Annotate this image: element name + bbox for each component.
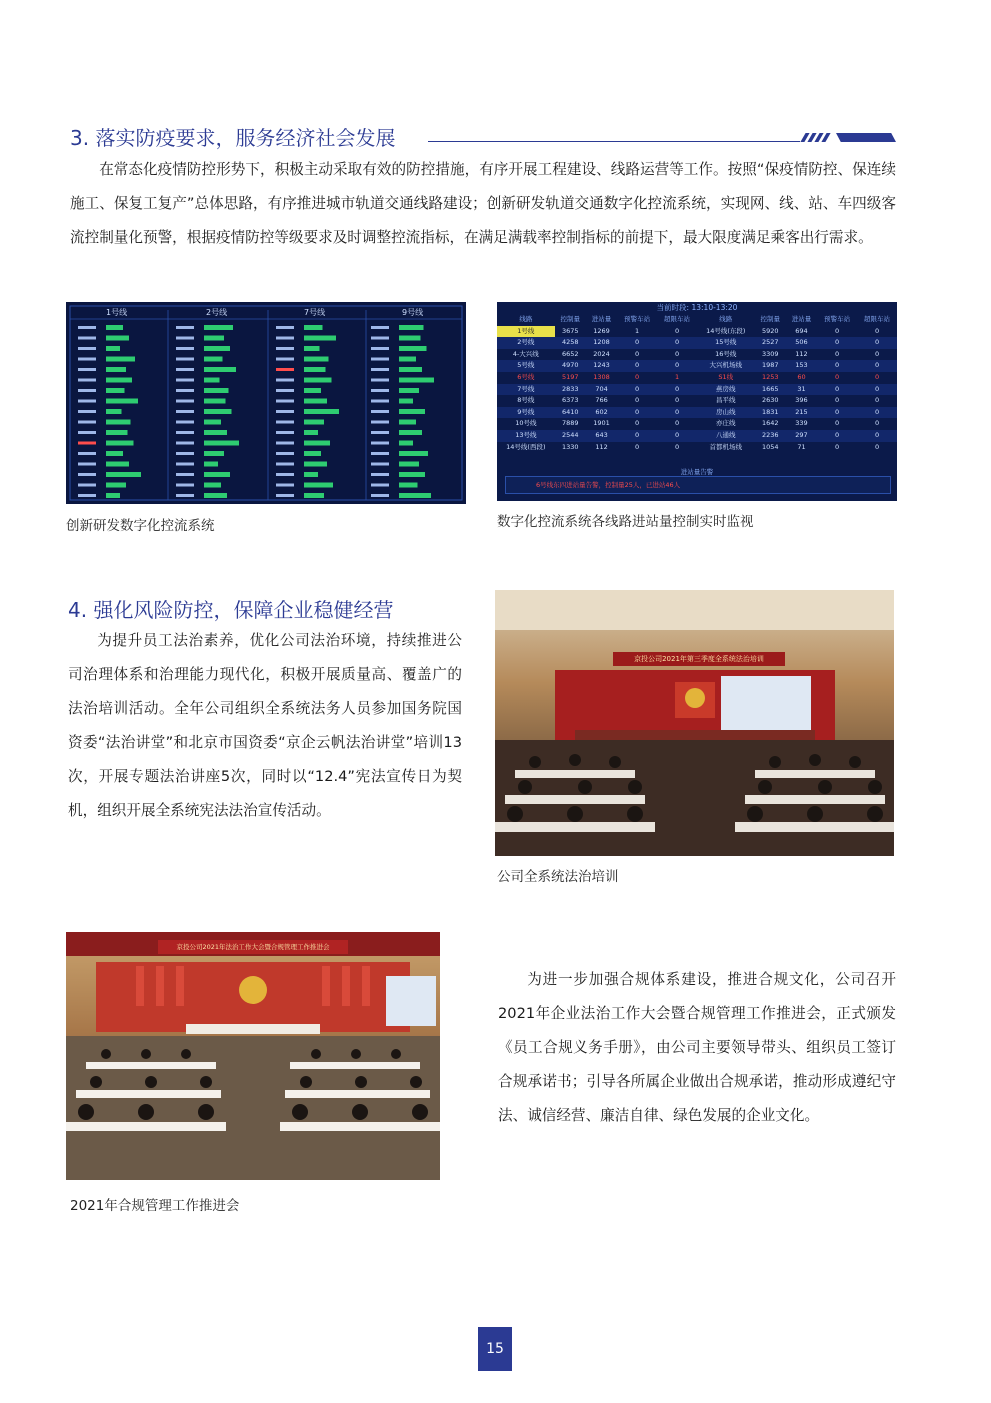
training-photo (495, 590, 894, 856)
station-label-mark (371, 431, 389, 434)
station-label-mark (78, 389, 96, 392)
table-cell: 4970 (555, 360, 586, 372)
table-row (497, 442, 897, 454)
station-flow-bar (204, 451, 224, 456)
station-flow-bar (204, 472, 230, 477)
table-cell: 3675 (562, 326, 579, 335)
compliance-photo-graphic (66, 932, 440, 1180)
table-cell: 766 (595, 396, 608, 405)
station-flow-bar (399, 378, 434, 383)
station-flow-bar (304, 367, 326, 372)
station-label-mark (176, 400, 194, 403)
station-label-mark (78, 368, 96, 371)
table-cell: 0 (617, 337, 657, 349)
station-label-mark (176, 326, 194, 329)
station-flow-bar (106, 367, 126, 372)
station-label-mark (78, 463, 96, 466)
station-flow-bar (204, 462, 218, 467)
table-cell: 0 (874, 419, 880, 428)
station-label-mark (276, 358, 294, 361)
table-row (497, 384, 897, 396)
table-header-cell: 预警车站 (624, 315, 651, 323)
station-label-mark (371, 410, 389, 413)
station-label-mark (276, 337, 294, 340)
station-flow-bar (399, 430, 422, 435)
station-label-mark (78, 431, 96, 434)
table-cell: 112 (595, 442, 608, 451)
table-cell: 1 (635, 326, 640, 335)
station-flow-bar (399, 399, 413, 404)
station-flow-bar (399, 472, 425, 477)
station-flow-bar (399, 451, 428, 456)
station-label-mark (371, 389, 389, 392)
station-label-mark (176, 337, 194, 340)
station-flow-bar (106, 336, 129, 341)
table-cell: 2630 (761, 396, 779, 405)
table-cell: 339 (795, 419, 808, 428)
alert-title: 进站量告警 (680, 468, 714, 476)
dashboard-left-caption: 创新研发数字化控流系统 (66, 518, 215, 534)
table-cell: 0 (874, 349, 880, 358)
table-cell: 房山线 (697, 407, 755, 419)
table-cell: 1243 (586, 360, 617, 372)
station-flow-bar (304, 462, 327, 467)
alert-text: 6号线东四进站量告警，控制量25人，已进站46人 (536, 481, 681, 489)
table-cell: 6652 (562, 349, 579, 358)
table-cell: 297 (786, 430, 817, 442)
table-cell: 首都机场线 (709, 442, 743, 451)
station-label-mark (276, 442, 294, 445)
table-row (497, 372, 897, 384)
table-row (497, 337, 897, 349)
table-cell: 2833 (555, 384, 586, 396)
station-flow-bar (399, 388, 419, 393)
table-header-cell: 控制量 (760, 315, 780, 323)
table-cell: 1831 (755, 407, 786, 419)
dashboard-right-image (497, 302, 897, 501)
station-label-mark (176, 389, 194, 392)
table-cell: 14号线(东段) (706, 326, 746, 335)
table-cell: 1号线 (497, 326, 555, 338)
table-cell: 15号线 (697, 337, 755, 349)
station-flow-bar (304, 430, 318, 435)
table-cell: 0 (835, 396, 840, 405)
station-label-mark (176, 368, 194, 371)
station-flow-bar (106, 472, 141, 477)
table-cell: 602 (586, 407, 617, 419)
table-cell: 0 (874, 372, 880, 381)
station-flow-bar (304, 420, 324, 425)
table-cell: 396 (795, 396, 808, 405)
station-label-mark (371, 368, 389, 371)
station-flow-bar (106, 378, 132, 383)
station-label-mark (276, 379, 294, 382)
station-flow-bar (399, 493, 431, 498)
table-cell: 506 (786, 337, 817, 349)
station-label-mark (276, 431, 294, 434)
station-flow-bar (304, 346, 320, 351)
table-cell: 0 (657, 384, 697, 396)
table-cell: 1253 (761, 372, 779, 381)
table-cell: 0 (674, 396, 680, 405)
line-title-2: 2号线 (206, 308, 228, 317)
station-label-mark (371, 442, 389, 445)
table-cell: 5号线 (497, 360, 555, 372)
dashboard-left-image (66, 302, 466, 504)
station-flow-bar (106, 325, 123, 330)
station-flow-bar (204, 409, 232, 414)
page-number: 15 (478, 1327, 512, 1371)
table-cell: 1054 (761, 442, 779, 451)
section4-paragraph2: 为进一步加强合规体系建设，推进合规文化，公司召开2021年企业法治工作大会暨合规管理工作推进会，正式颁发《员工合规义务手册》，由公司主要领导带头、组织员工签订合规承诺书；引导各所属企业做出合规承诺，推动形成遵纪守法、诚信经营、廉洁自律、绿色发展的企业文化。 (498, 971, 896, 1124)
station-label-mark (78, 421, 96, 424)
station-flow-bar (304, 388, 321, 393)
table-cell: 3309 (761, 349, 779, 358)
station-label-mark (176, 463, 194, 466)
station-label-mark (371, 358, 389, 361)
table-header-cell: 进站量 (791, 315, 812, 323)
table-cell: 燕房线 (697, 384, 755, 396)
table-cell: 9号线 (497, 407, 555, 419)
table-cell: 0 (617, 360, 657, 372)
table-header-cell: 控制量 (560, 315, 581, 323)
station-flow-bar (106, 451, 123, 456)
station-flow-bar (204, 357, 223, 362)
station-flow-bar (399, 336, 421, 341)
station-flow-bar (204, 430, 227, 435)
station-label-mark (276, 368, 294, 371)
station-label-mark (78, 494, 96, 497)
compliance-meeting-photo (66, 932, 440, 1180)
station-label-mark (371, 379, 389, 382)
station-label-mark (176, 358, 194, 361)
station-flow-bar (304, 441, 330, 446)
station-flow-bar (304, 493, 324, 498)
station-label-mark (276, 452, 294, 455)
station-flow-bar (106, 430, 128, 435)
section4-heading: 4. 强化风险防控，保障企业稳健经营 (68, 598, 394, 622)
table-cell: 大兴机场线 (697, 360, 755, 372)
table-header-cell: 超限车站 (664, 315, 691, 323)
table-cell: 0 (674, 349, 680, 358)
station-label-mark (276, 347, 294, 350)
table-cell: 31 (786, 384, 817, 396)
station-label-mark (371, 421, 389, 424)
station-flow-bar (204, 336, 224, 341)
station-label-mark (371, 400, 389, 403)
station-flow-bar (399, 357, 416, 362)
dashboard-time-label: 当前时段: 13:10-13:20 (656, 303, 738, 312)
table-cell: 16号线 (715, 349, 737, 358)
line-title-9: 9号线 (402, 308, 424, 317)
table-row (497, 418, 897, 430)
table-row (497, 360, 897, 372)
station-flow-bar (304, 325, 323, 330)
station-flow-bar (304, 399, 327, 404)
table-cell: 7号线 (497, 384, 555, 396)
station-flow-bar (106, 420, 131, 425)
table-cell: 1987 (755, 360, 786, 372)
station-flow-bar (304, 409, 339, 414)
table-cell: 1 (674, 372, 680, 381)
station-flow-bar (204, 388, 229, 393)
dashboard-right-caption: 数字化控流系统各线路进站量控制实时监视 (497, 514, 754, 530)
table-cell: 153 (786, 360, 817, 372)
table-cell: 0 (617, 430, 657, 442)
table-cell: 5920 (761, 326, 779, 335)
station-flow-bar (304, 378, 332, 383)
table-cell: 0 (635, 442, 640, 451)
station-flow-bar (399, 367, 422, 372)
station-label-mark (78, 379, 96, 382)
table-cell: 0 (835, 442, 840, 451)
station-label-mark (78, 326, 96, 329)
table-cell: 0 (674, 419, 680, 428)
station-flow-bar (204, 399, 226, 404)
table-row (497, 430, 897, 442)
station-label-mark (78, 484, 96, 487)
table-row (497, 395, 897, 407)
station-flow-bar (399, 462, 419, 467)
station-label-mark (276, 389, 294, 392)
table-header-cell: 预警车站 (824, 315, 851, 323)
table-cell: 112 (795, 349, 808, 358)
table-cell: 0 (857, 384, 897, 396)
heading-wedge (836, 133, 896, 142)
station-label-mark (176, 452, 194, 455)
section3-paragraph: 在常态化疫情防控形势下，积极主动采取有效的防控措施，有序开展工程建设、线路运营等工作。按照“保疫情防控、保连续施工、保复工复产”总体思路，有序推进城市轨道交通线路建设；创新研发轨道交通数字化控流系统，实现网、线、站、车四级客流控制量化预警，根据疫情防控等级要求及时调整控流指标，在满足满载率控制指标的前提下，最大限度满足乘客出行需求。 (70, 161, 896, 246)
station-flow-bar (204, 367, 236, 372)
station-label-mark (276, 326, 294, 329)
table-cell: 2236 (755, 430, 786, 442)
station-label-mark (371, 473, 389, 476)
station-flow-bar (399, 483, 418, 488)
station-flow-bar (304, 336, 336, 341)
station-flow-bar (106, 357, 135, 362)
station-label-mark (276, 410, 294, 413)
table-cell: 0 (857, 430, 897, 442)
table-cell: 7889 (562, 419, 579, 428)
table-cell: 0 (635, 372, 640, 381)
table-cell: 亦庄线 (716, 419, 736, 428)
table-cell: 1308 (593, 372, 610, 381)
table-cell: 8号线 (517, 396, 535, 405)
table-cell: 2号线 (497, 337, 555, 349)
station-label-mark (276, 463, 294, 466)
line-title-1: 1号线 (106, 308, 128, 317)
station-label-mark (176, 379, 194, 382)
table-cell: 13号线 (497, 430, 555, 442)
station-label-mark (78, 358, 96, 361)
station-flow-bar (399, 325, 424, 330)
heading-stripes (803, 133, 828, 142)
station-label-mark (371, 484, 389, 487)
table-cell: 0 (817, 407, 857, 419)
training-photo-graphic (495, 590, 894, 856)
station-flow-bar (399, 409, 425, 414)
table-cell: 4-大兴线 (512, 349, 539, 358)
table-header-cell: 进站量 (591, 315, 612, 323)
training-photo-caption: 公司全系统法治培训 (497, 869, 619, 885)
table-cell: 2024 (593, 349, 610, 358)
station-flow-bar (106, 462, 129, 467)
table-cell: 0 (874, 442, 880, 451)
station-flow-bar (204, 420, 221, 425)
table-cell: 14号线(西段) (506, 442, 546, 451)
table-cell: 4258 (555, 337, 586, 349)
station-label-mark (78, 442, 96, 445)
table-header-cell: 线路 (519, 315, 533, 323)
table-cell: 0 (674, 442, 680, 451)
station-flow-bar (204, 325, 233, 330)
table-cell: 0 (657, 360, 697, 372)
station-flow-bar (399, 420, 416, 425)
table-header-row (497, 314, 897, 326)
station-flow-bar (106, 493, 120, 498)
station-label-mark (78, 347, 96, 350)
table-cell: 0 (835, 372, 840, 381)
heading-rule (428, 141, 800, 142)
table-cell: 0 (674, 326, 680, 335)
table-cell: 6373 (562, 396, 579, 405)
station-flow-bar (399, 441, 413, 446)
table-cell: 0 (617, 407, 657, 419)
table-row (497, 407, 897, 419)
table-cell: 5197 (562, 372, 579, 381)
table-cell: 1269 (593, 326, 610, 335)
station-label-mark (78, 400, 96, 403)
table-cell: 694 (795, 326, 808, 335)
station-label-mark (78, 410, 96, 413)
table-cell: 1330 (562, 442, 579, 451)
station-flow-bar (204, 346, 230, 351)
station-label-mark (78, 337, 96, 340)
station-label-mark (176, 494, 194, 497)
table-header-cell: 超限车站 (864, 315, 891, 323)
station-label-mark (371, 452, 389, 455)
station-flow-bar (304, 451, 321, 456)
table-cell: 0 (635, 419, 640, 428)
compliance-photo-caption: 2021年合规管理工作推进会 (70, 1198, 240, 1214)
station-label-mark (176, 347, 194, 350)
line-title-7: 7号线 (304, 308, 326, 317)
station-flow-bar (304, 472, 318, 477)
station-label-mark (371, 463, 389, 466)
table-cell: 0 (857, 360, 897, 372)
table-cell: 0 (657, 407, 697, 419)
table-cell: 0 (835, 326, 840, 335)
station-label-mark (176, 442, 194, 445)
station-flow-bar (399, 346, 427, 351)
compliance-banner: 京投公司2021年法治工作大会暨合规管理工作推进会 (176, 943, 330, 951)
table-cell: 60 (797, 372, 806, 381)
station-label-mark (371, 494, 389, 497)
table-cell: 0 (835, 349, 840, 358)
station-flow-bar (204, 441, 239, 446)
station-label-mark (276, 494, 294, 497)
table-cell: 0 (874, 326, 880, 335)
table-cell: 1901 (593, 419, 610, 428)
table-cell: 0 (617, 384, 657, 396)
table-row (497, 326, 897, 338)
table-cell: 215 (786, 407, 817, 419)
table-cell: 10号线 (515, 419, 537, 428)
training-banner: 京投公司2021年第三季度全系统法治培训 (634, 655, 764, 663)
table-cell: 6号线 (517, 372, 535, 381)
table-cell: 1665 (755, 384, 786, 396)
station-flow-bar (304, 357, 329, 362)
station-label-mark (276, 484, 294, 487)
table-cell: 1208 (586, 337, 617, 349)
table-cell: 八通线 (697, 430, 755, 442)
table-cell: 0 (657, 430, 697, 442)
dashboard-left-graphic (66, 302, 466, 504)
table-cell: 2527 (755, 337, 786, 349)
station-flow-bar (106, 346, 120, 351)
table-cell: 0 (817, 384, 857, 396)
table-cell: 0 (657, 337, 697, 349)
table-cell: 0 (857, 407, 897, 419)
table-cell: 643 (586, 430, 617, 442)
table-header-cell: 线路 (719, 315, 733, 323)
section4-paragraph: 为提升员工法治素养，优化公司法治环境，持续推进公司治理体系和治理能力现代化，积极开展质量高、覆盖广的法治培训活动。全年公司组织全系统法务人员参加国务院国资委“法治讲堂”和北京市国资委“京企云帆法治讲堂”培训13次，开展专题法治讲座5次，同时以“12.4”宪法宣传日为契机，组织开展全系统宪法法治宣传活动。 (68, 632, 462, 819)
station-label-mark (371, 347, 389, 350)
station-flow-bar (106, 399, 138, 404)
station-label-mark (276, 400, 294, 403)
table-cell: 0 (817, 360, 857, 372)
station-label-mark (78, 452, 96, 455)
station-label-mark (276, 473, 294, 476)
line-flow-table (497, 314, 897, 453)
station-flow-bar (204, 483, 221, 488)
section3-heading: 3. 落实防疫要求，服务经济社会发展 (70, 126, 396, 150)
table-cell: 昌平线 (716, 396, 736, 405)
station-label-mark (176, 484, 194, 487)
table-cell: 2544 (555, 430, 586, 442)
station-label-mark (176, 410, 194, 413)
station-label-mark (371, 326, 389, 329)
table-cell: 71 (797, 442, 806, 451)
table-cell: S1线 (718, 372, 734, 381)
table-cell: 0 (635, 396, 640, 405)
station-flow-bar (106, 441, 134, 446)
station-label-mark (176, 421, 194, 424)
station-flow-bar (106, 483, 126, 488)
station-label-mark (276, 421, 294, 424)
table-cell: 0 (817, 337, 857, 349)
station-flow-bar (106, 409, 122, 414)
table-cell: 0 (857, 337, 897, 349)
table-row (497, 349, 897, 361)
station-label-mark (176, 473, 194, 476)
table-cell: 0 (817, 430, 857, 442)
alert-box (505, 476, 891, 494)
table-cell: 1642 (761, 419, 779, 428)
table-cell: 704 (586, 384, 617, 396)
station-flow-bar (204, 378, 220, 383)
station-label-mark (176, 431, 194, 434)
station-label-mark (371, 337, 389, 340)
table-cell: 0 (874, 396, 880, 405)
table-cell: 0 (635, 349, 640, 358)
station-label-mark (78, 473, 96, 476)
station-flow-bar (204, 493, 227, 498)
table-cell: 6410 (555, 407, 586, 419)
station-flow-bar (106, 388, 125, 393)
table-cell: 0 (835, 419, 840, 428)
station-flow-bar (304, 483, 333, 488)
